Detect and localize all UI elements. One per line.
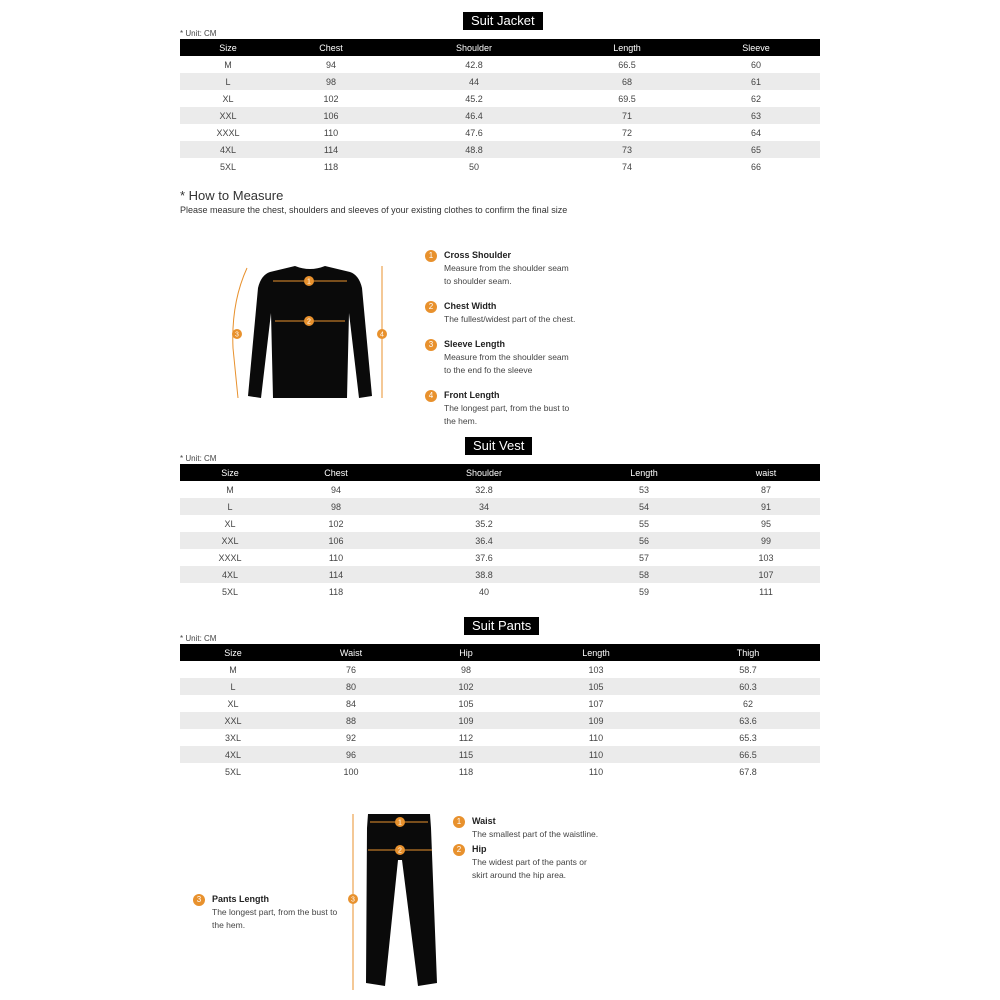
legend-desc: the hem. (212, 919, 246, 930)
table-cell: XXL (180, 712, 286, 729)
table-cell: 63 (692, 107, 820, 124)
svg-text:3: 3 (235, 331, 239, 339)
table-cell: 110 (516, 746, 676, 763)
table-header-row (180, 464, 820, 481)
legend-number: 4 (425, 390, 437, 402)
table-cell: 45.2 (465, 93, 483, 104)
vest-size-table (180, 464, 820, 600)
table-cell: 62 (742, 698, 753, 709)
table-row (180, 678, 820, 695)
table-cell: 107 (712, 566, 820, 583)
column-header: Waist (286, 644, 416, 661)
legend-number: 3 (425, 339, 437, 351)
table-cell: 109 (416, 712, 516, 729)
table-cell: 44 (386, 73, 562, 90)
table-cell: 32.8 (475, 484, 493, 495)
legend-sleeve-length (425, 338, 600, 376)
table-cell: 76 (345, 664, 356, 675)
marker-1 (304, 276, 314, 286)
table-cell: 3XL (224, 732, 241, 743)
table-cell: 99 (712, 532, 820, 549)
table-cell: XXXL (218, 552, 242, 563)
column-header: waist (712, 464, 820, 481)
table-cell: 69.5 (618, 93, 636, 104)
legend-number: 2 (425, 301, 437, 313)
legend-desc: The fullest/widest part of the chest. (444, 314, 576, 324)
legend-title: Cross Shoulder (444, 250, 512, 260)
table-cell: M (224, 59, 232, 70)
table-cell: 55 (638, 518, 649, 529)
table-row (180, 661, 820, 678)
legend-waist (453, 815, 628, 841)
table-cell: 114 (280, 566, 392, 583)
table-cell: 98 (460, 664, 471, 675)
table-cell: 94 (325, 59, 336, 70)
table-cell: XXL (180, 107, 276, 124)
table-row (180, 729, 820, 746)
table-cell: 37.6 (475, 552, 493, 563)
table-cell: 73 (562, 141, 692, 158)
table-cell: 87 (760, 484, 771, 495)
legend-title: Waist (472, 816, 496, 826)
table-cell: 4XL (180, 746, 286, 763)
table-cell: 68 (562, 73, 692, 90)
marker-4 (377, 329, 387, 339)
column-header: Shoulder (386, 39, 562, 56)
table-row (180, 90, 820, 107)
table-cell: 106 (276, 107, 386, 124)
legend-chest-width (425, 300, 600, 326)
table-cell: M (229, 664, 237, 675)
table-row (180, 583, 820, 600)
table-cell: L (180, 73, 276, 90)
table-cell: 56 (576, 532, 712, 549)
marker-2 (304, 316, 314, 326)
legend-pants-length (193, 893, 368, 931)
table-row (180, 73, 820, 90)
table-row (180, 532, 820, 549)
legend-desc: the hem. (444, 415, 478, 426)
column-header: Hip (416, 644, 516, 661)
table-cell: 118 (323, 161, 339, 172)
sweater-diagram (225, 258, 395, 408)
table-header-row (180, 39, 820, 56)
table-cell: 105 (458, 698, 474, 709)
table-row (180, 107, 820, 124)
table-row (180, 141, 820, 158)
pants-title: Suit Pants (464, 617, 539, 635)
table-cell: 105 (516, 678, 676, 695)
table-cell: 115 (416, 746, 516, 763)
legend-desc: to the end fo the sleeve (444, 364, 533, 375)
table-cell: 107 (588, 698, 604, 709)
vest-unit: * Unit: CM (180, 454, 217, 463)
table-cell: 64 (750, 127, 761, 138)
table-cell: 109 (516, 712, 676, 729)
legend-title: Pants Length (212, 894, 270, 904)
legend-desc: The longest part, from the bust to (212, 907, 338, 917)
table-cell: 59 (638, 586, 649, 597)
table-cell: 5XL (224, 766, 241, 777)
table-cell: 67.8 (739, 766, 757, 777)
table-cell: 57 (638, 552, 649, 563)
table-header-row (180, 644, 820, 661)
column-header: Chest (280, 464, 392, 481)
table-cell: 98 (276, 73, 386, 90)
table-cell: XL (224, 518, 236, 529)
legend-desc: Measure from the shoulder seam (444, 352, 569, 362)
table-cell: 94 (330, 484, 341, 495)
table-row (180, 549, 820, 566)
legend-number: 2 (453, 844, 465, 856)
table-cell: M (226, 484, 234, 495)
legend-title: Chest Width (444, 301, 497, 311)
table-cell: 65.3 (739, 732, 757, 743)
table-cell: XXL (180, 532, 280, 549)
legend-number: 1 (453, 816, 465, 828)
table-cell: 40 (478, 586, 489, 597)
table-row (180, 158, 820, 175)
legend-desc: The smallest part of the waistline. (472, 829, 599, 839)
column-header: Thigh (676, 644, 820, 661)
how-to-measure-heading: * How to Measure (180, 188, 284, 203)
table-cell: 66.5 (618, 59, 636, 70)
svg-text:1: 1 (307, 278, 311, 286)
table-cell: 58 (576, 566, 712, 583)
marker-2 (395, 845, 405, 855)
table-row (180, 498, 820, 515)
table-row (180, 124, 820, 141)
table-row (180, 566, 820, 583)
jacket-unit: * Unit: CM (180, 29, 217, 38)
table-row (180, 515, 820, 532)
table-cell: 110 (323, 127, 339, 138)
marker-1 (395, 817, 405, 827)
jacket-title: Suit Jacket (463, 12, 543, 30)
table-cell: 88 (286, 712, 416, 729)
how-to-measure-subtitle: Please measure the chest, shoulders and sleeves of your existing clothes to confirm the final size (180, 205, 568, 215)
table-cell: XXXL (216, 127, 240, 138)
table-cell: 38.8 (392, 566, 576, 583)
table-cell: 110 (588, 766, 604, 777)
table-cell: 53 (638, 484, 649, 495)
table-cell: 110 (328, 552, 344, 563)
table-cell: 35.2 (475, 518, 493, 529)
column-header: Length (516, 644, 676, 661)
table-cell: 110 (588, 732, 604, 743)
table-cell: L (180, 498, 280, 515)
table-cell: 60.3 (676, 678, 820, 695)
column-header: Sleeve (692, 39, 820, 56)
table-cell: 102 (416, 678, 516, 695)
table-cell: 47.6 (465, 127, 483, 138)
column-header: Size (180, 39, 276, 56)
table-cell: XL (222, 93, 234, 104)
table-cell: 102 (323, 93, 339, 104)
legend-desc: The longest part, from the bust to (444, 403, 570, 413)
legend-title: Sleeve Length (444, 339, 506, 349)
marker-3 (232, 329, 242, 339)
table-cell: 36.4 (392, 532, 576, 549)
table-cell: 100 (343, 766, 359, 777)
column-header: Size (180, 644, 286, 661)
table-cell: 50 (468, 161, 479, 172)
table-cell: 60 (750, 59, 761, 70)
table-cell: 46.4 (386, 107, 562, 124)
svg-text:4: 4 (380, 331, 384, 339)
table-cell: 106 (280, 532, 392, 549)
table-cell: 72 (621, 127, 632, 138)
table-cell: 34 (392, 498, 576, 515)
legend-title: Hip (472, 844, 487, 854)
table-cell: 63.6 (676, 712, 820, 729)
table-row (180, 481, 820, 498)
table-cell: 118 (328, 586, 344, 597)
table-cell: 54 (576, 498, 712, 515)
table-cell: 84 (345, 698, 356, 709)
table-cell: 65 (692, 141, 820, 158)
table-cell: 4XL (180, 566, 280, 583)
table-cell: 95 (760, 518, 771, 529)
table-cell: 5XL (221, 586, 238, 597)
table-row (180, 56, 820, 73)
legend-desc: skirt around the hip area. (472, 869, 567, 880)
svg-text:3: 3 (351, 896, 355, 904)
table-cell: XL (227, 698, 239, 709)
table-cell: 102 (328, 518, 344, 529)
table-cell: 112 (458, 732, 474, 743)
jacket-size-table (180, 39, 820, 175)
column-header: Length (562, 39, 692, 56)
table-cell: 66.5 (676, 746, 820, 763)
pants-size-table (180, 644, 820, 780)
table-cell: 74 (621, 161, 632, 172)
pants-unit: * Unit: CM (180, 634, 217, 643)
table-row (180, 763, 820, 780)
svg-text:1: 1 (398, 819, 402, 827)
table-cell: 98 (280, 498, 392, 515)
table-cell: 96 (286, 746, 416, 763)
table-cell: 103 (758, 552, 774, 563)
table-cell: L (180, 678, 286, 695)
table-cell: 4XL (180, 141, 276, 158)
column-header: Size (180, 464, 280, 481)
legend-number: 3 (193, 894, 205, 906)
legend-desc: Measure from the shoulder seam (444, 263, 569, 273)
table-row (180, 695, 820, 712)
column-header: Shoulder (392, 464, 576, 481)
legend-number: 1 (425, 250, 437, 262)
table-cell: 80 (286, 678, 416, 695)
legend-front-length (425, 389, 600, 427)
table-cell: 42.8 (465, 59, 483, 70)
column-header: Length (576, 464, 712, 481)
table-cell: 71 (562, 107, 692, 124)
svg-text:2: 2 (398, 847, 402, 855)
table-cell: 111 (759, 586, 773, 597)
legend-hip (453, 843, 628, 881)
table-cell: 62 (750, 93, 761, 104)
table-cell: 48.8 (386, 141, 562, 158)
legend-title: Front Length (444, 390, 500, 400)
table-cell: 103 (588, 664, 604, 675)
table-cell: 92 (345, 732, 356, 743)
svg-text:2: 2 (307, 318, 311, 326)
table-cell: 58.7 (739, 664, 757, 675)
table-cell: 66 (750, 161, 761, 172)
legend-desc: The widest part of the pants or (472, 857, 587, 867)
table-cell: 61 (692, 73, 820, 90)
table-cell: 5XL (219, 161, 236, 172)
table-row (180, 746, 820, 763)
column-header: Chest (276, 39, 386, 56)
vest-title: Suit Vest (465, 437, 532, 455)
table-row (180, 712, 820, 729)
table-cell: 114 (276, 141, 386, 158)
table-cell: 91 (712, 498, 820, 515)
legend-cross-shoulder (425, 249, 600, 287)
pants-silhouette (366, 814, 437, 986)
table-cell: 118 (458, 766, 474, 777)
legend-desc: to shoulder seam. (444, 275, 512, 286)
